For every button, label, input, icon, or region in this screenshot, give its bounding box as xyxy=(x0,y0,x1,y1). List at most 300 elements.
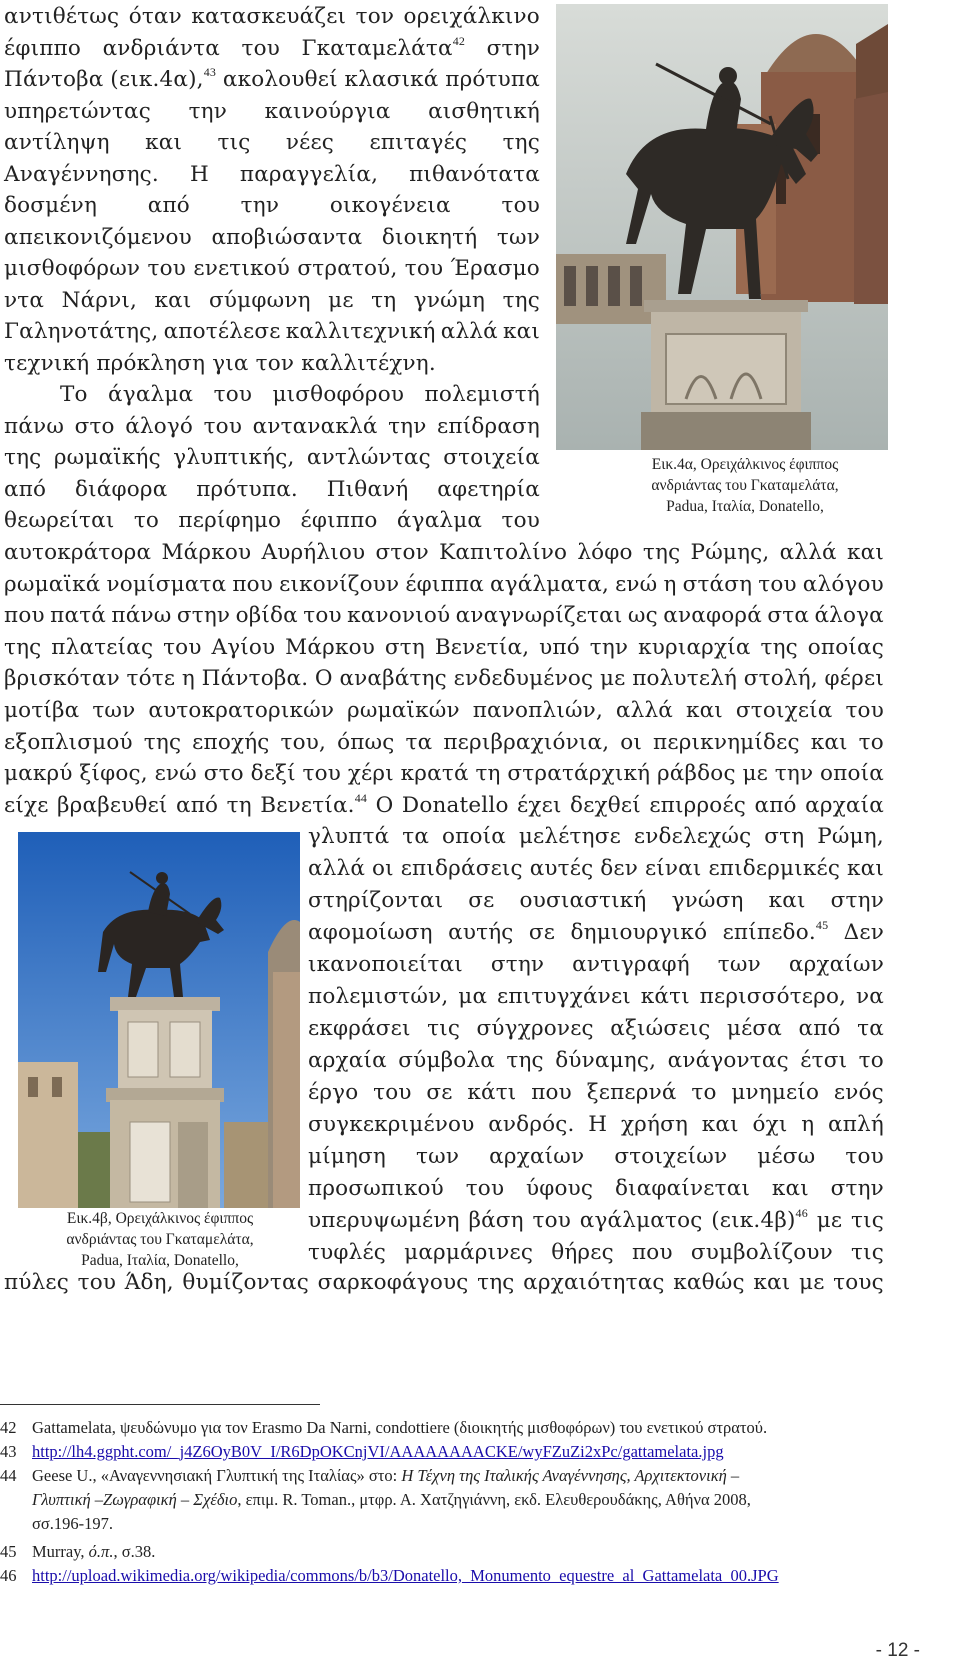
word: διοικητή xyxy=(381,224,478,250)
word: Ο xyxy=(375,792,394,818)
word: αρχαίων xyxy=(788,952,884,977)
word: με xyxy=(799,1270,825,1295)
word: οι xyxy=(372,856,394,881)
word: ορειχάλκινο xyxy=(403,4,540,29)
text-line xyxy=(4,284,540,317)
word: του xyxy=(758,571,797,597)
text-line xyxy=(4,63,540,96)
word: μισθοφόρων xyxy=(4,256,141,281)
word: αφετηρία xyxy=(437,476,540,502)
word: ράβδος xyxy=(656,761,736,787)
word: της xyxy=(477,1270,515,1295)
word: Ο xyxy=(314,666,333,692)
word: μισθοφόρου xyxy=(272,382,405,407)
word: πρότυπα. xyxy=(196,476,298,502)
word: διαφαίνεται xyxy=(614,1176,751,1201)
caption-line: Padua, Ιταλία, Donatello, xyxy=(666,498,824,515)
word: έφιππα xyxy=(405,571,484,597)
word: $(\varepsilon\iota\kappa.4\beta)^{46}$ xyxy=(711,1206,808,1233)
word: Βενετία, xyxy=(434,634,530,660)
word: αρχαία xyxy=(805,792,884,818)
word: στα xyxy=(767,603,810,629)
word: Βενετία.$^{44}$ xyxy=(260,790,368,818)
word: ρωμαϊκής xyxy=(53,445,161,470)
caption-line: Padua, Ιταλία, Donatello, xyxy=(81,1252,239,1269)
word: γλυπτά xyxy=(308,824,390,849)
word: έργο xyxy=(308,1080,359,1105)
word: Έρασμο xyxy=(450,256,540,281)
word: του xyxy=(501,508,540,533)
word: πάνω xyxy=(4,413,65,439)
text-line xyxy=(4,473,540,506)
word: ρωμαϊκών xyxy=(347,698,460,723)
text-line xyxy=(4,726,884,759)
text-line xyxy=(308,884,884,917)
footnote-book-title: Η Τέχνη της Ιταλικής Αναγέννησης, Αρχιτεκτονική – xyxy=(401,1466,740,1485)
word: απεικονιζόμενου xyxy=(4,224,192,250)
word: ντα xyxy=(4,287,45,313)
word: παραγγελία, xyxy=(239,161,379,187)
word: και xyxy=(701,1112,739,1137)
word: δεχθεί xyxy=(570,792,641,818)
footnote-text: σσ.196-197. xyxy=(32,1514,114,1533)
word: στην xyxy=(490,952,545,977)
word: έφιππο xyxy=(4,35,82,61)
word: αυτοκρατορικών xyxy=(148,698,335,723)
word: και xyxy=(810,729,848,755)
word: Πάντοβα. xyxy=(201,666,309,692)
figure-4b-caption xyxy=(20,1208,300,1271)
word: του xyxy=(303,603,342,629)
word: στρατού, xyxy=(297,256,398,281)
text-line xyxy=(4,536,884,569)
word: Αγίου xyxy=(211,634,276,660)
word: έχει xyxy=(517,792,562,818)
word: που xyxy=(232,571,274,597)
text-line xyxy=(4,631,884,664)
word: στη xyxy=(764,824,805,849)
word: φέρει xyxy=(824,666,884,692)
word: πολεμιστών, xyxy=(308,984,449,1009)
footnote-link[interactable]: http://lh4.ggpht.com/_j4Z6OyB0V_I/R6DpOKCnjVI/AAAAAAAACKE/wyFZuZi2xPc/gattamelata.jpg xyxy=(32,1442,724,1461)
word: και xyxy=(145,130,183,155)
word: τη xyxy=(475,761,501,787)
figure-4a-caption xyxy=(600,454,890,517)
word: ανδριάντα xyxy=(102,35,220,61)
word: λόφο xyxy=(577,540,633,565)
word: γνώση xyxy=(671,888,744,913)
text-line xyxy=(4,252,540,285)
word: ικανοποιείται xyxy=(308,952,463,977)
word: εξοπλισμού xyxy=(4,729,133,755)
footnote-book-title: Γλυπτική –Ζωγραφική – Σχέδιο xyxy=(32,1490,238,1509)
word: αντιγραφή xyxy=(572,952,690,977)
word: την xyxy=(774,761,814,787)
footnote-text: Murray, xyxy=(32,1542,89,1561)
word: η xyxy=(181,666,195,692)
word: μαρμάρινες xyxy=(404,1240,534,1265)
word: από xyxy=(176,792,219,818)
word: το xyxy=(858,729,884,755)
word: του xyxy=(845,698,884,723)
word: μελέτησε xyxy=(518,824,621,849)
text-line xyxy=(308,1076,884,1109)
footnote-number: 42 xyxy=(0,1418,17,1437)
word: και xyxy=(846,540,884,565)
word: Άδη, xyxy=(124,1270,174,1295)
word: αλόγου xyxy=(802,571,884,597)
word: τα xyxy=(857,1016,884,1041)
word: δημιουργικό xyxy=(570,920,708,945)
word: με xyxy=(816,1208,843,1233)
word: αυτοκράτορα xyxy=(4,540,152,565)
word: Το xyxy=(60,382,88,407)
word: και xyxy=(154,287,192,313)
footnote-text: , σ.38. xyxy=(113,1542,156,1561)
word: αγάλματα, xyxy=(489,571,610,597)
text-line xyxy=(4,789,884,822)
word: Γκαταμελάτα$^{42}$ xyxy=(301,33,466,61)
word: του xyxy=(163,634,202,660)
word: από xyxy=(754,792,797,818)
word: Η xyxy=(588,1112,608,1137)
word: πιθανότατα xyxy=(409,161,540,187)
word: της xyxy=(4,634,42,660)
word: άγαλμα xyxy=(108,382,194,407)
word: τυφλές xyxy=(308,1240,387,1265)
word: του xyxy=(147,256,187,281)
word: βραβευθεί xyxy=(57,792,168,818)
word: εκφράσει xyxy=(308,1016,411,1041)
word: σύμφωνη xyxy=(209,287,311,313)
word: η xyxy=(801,1112,815,1137)
word: άλογό xyxy=(125,413,194,439)
text-line xyxy=(4,95,540,128)
word: έφιππο xyxy=(300,508,378,533)
text-line xyxy=(4,757,884,790)
word: τις xyxy=(851,1240,884,1265)
word: στην xyxy=(830,1176,884,1201)
word: ξίφος, xyxy=(79,761,148,787)
word: κάτι xyxy=(467,1080,517,1105)
word: επιδράσεις xyxy=(400,856,523,881)
word: του xyxy=(501,193,540,218)
footnote-43 xyxy=(0,1440,724,1464)
word: πολυτελή xyxy=(632,666,738,692)
footnote-ref: 44 xyxy=(354,790,368,805)
word: Αναγέννησης. xyxy=(4,161,159,187)
word: πύλες xyxy=(4,1270,70,1295)
word: περισσότερο, xyxy=(699,984,847,1009)
word: σε xyxy=(528,920,556,945)
word: πάνω xyxy=(111,603,172,629)
text-line xyxy=(4,694,884,727)
word: του xyxy=(845,1144,884,1169)
footnote-separator xyxy=(0,1404,320,1405)
word: οι xyxy=(620,729,643,755)
word: ξεπερνά xyxy=(586,1080,677,1105)
word: πατά xyxy=(50,603,107,629)
footnote-text: , επιμ. R. Toman., μτφρ. Α. Χατζηγιάννη, εκδ. Ελευθερουδάκης, Αθήνα 2008, xyxy=(237,1490,751,1509)
word: το xyxy=(691,1080,717,1105)
word: νομίσματα xyxy=(106,571,227,597)
word: στον xyxy=(375,540,429,565)
word: νέες xyxy=(285,130,335,155)
word: βάση xyxy=(468,1208,524,1233)
word: και xyxy=(771,1176,809,1201)
word: εικονίζουν xyxy=(279,571,400,597)
word: του xyxy=(241,35,281,61)
text-line xyxy=(308,1204,884,1237)
text-line xyxy=(4,441,540,474)
word: μνημείο xyxy=(731,1080,820,1105)
word: και xyxy=(768,888,806,913)
word: καθώς xyxy=(673,1270,745,1295)
word: κάτι xyxy=(640,984,690,1009)
footnote-45 xyxy=(0,1540,155,1564)
word: ουσιαστική xyxy=(519,888,647,913)
word: αντίληψη xyxy=(4,130,110,155)
word: τους xyxy=(833,1270,884,1295)
word: κατασκευάζει xyxy=(191,4,347,29)
word: την xyxy=(240,193,280,218)
word: από xyxy=(4,476,47,502)
word: της xyxy=(4,445,42,470)
word: να xyxy=(856,984,884,1009)
text-line xyxy=(308,1172,884,1205)
word: γνώμη xyxy=(413,287,486,313)
word: και xyxy=(753,1270,791,1295)
word: εποχής xyxy=(192,729,270,755)
word: αναγνωρίζεται xyxy=(455,603,623,629)
word: με xyxy=(599,666,626,692)
word: Donatello xyxy=(401,792,509,818)
word: προσωπικού xyxy=(308,1176,444,1201)
footnote-text: Geese U., «Αναγεννησιακή Γλυπτική της Ιταλίας» στο: xyxy=(32,1466,402,1485)
word: αρχαία xyxy=(308,1048,387,1073)
word: τα xyxy=(405,729,433,755)
word: του xyxy=(373,1080,412,1105)
word: τότε xyxy=(126,666,176,692)
word: Γαληνοτάτης, xyxy=(4,319,159,344)
word: χρήση xyxy=(620,1112,689,1137)
text-line xyxy=(4,410,540,443)
word: στο xyxy=(203,761,244,787)
footnote-ref: 45 xyxy=(815,918,829,932)
word: αφομοίωση xyxy=(308,920,433,945)
word: από xyxy=(798,1016,841,1041)
word: επιταγές xyxy=(369,130,468,155)
word: το xyxy=(858,1048,884,1073)
text-line xyxy=(308,1044,884,1077)
word: χέρι xyxy=(347,761,394,787)
word: αντανακλά xyxy=(252,413,378,439)
footnote-ref: 43 xyxy=(203,65,217,79)
text-line xyxy=(308,1140,884,1173)
word: (εικ.4α),$^{43}$ xyxy=(110,65,217,92)
text-line xyxy=(4,568,884,601)
text-line xyxy=(4,221,540,254)
word: ενδελεχώς xyxy=(633,824,752,849)
word: δύναμης, xyxy=(555,1048,657,1073)
word: τη xyxy=(226,792,252,818)
word: κρατά xyxy=(400,761,469,787)
word: ύφους xyxy=(525,1176,594,1201)
word: άγαλμα xyxy=(396,508,483,533)
word: του xyxy=(532,1208,572,1233)
word: αυτής xyxy=(448,920,514,945)
footnote-44-pages xyxy=(32,1512,113,1536)
text-line xyxy=(308,1108,884,1141)
text-line xyxy=(4,0,540,33)
word: του, xyxy=(280,729,327,755)
word: των xyxy=(92,698,136,723)
footnote-text: Gattamelata, ψευδώνυμο για τον Erasmo Da Narni, condottiere (διοικητής μισθοφόρων) του ενετικού στρατού. xyxy=(32,1418,768,1437)
word: στην xyxy=(830,888,884,913)
word: μα xyxy=(458,984,488,1009)
word: Αυρήλιου xyxy=(261,540,366,565)
word: ως xyxy=(627,603,658,629)
word: που xyxy=(4,603,45,629)
word: της xyxy=(760,634,798,660)
word: γλυπτικής, xyxy=(173,445,295,470)
word: μίμηση xyxy=(308,1144,387,1169)
word: κλασικά xyxy=(344,67,439,92)
word: στολή, xyxy=(743,666,818,692)
word: Δεν xyxy=(843,920,884,945)
word: επίπεδο.$^{45}$ xyxy=(722,918,829,945)
word: σύγχρονες xyxy=(476,1016,594,1041)
word: επιτυγχάνει xyxy=(497,984,631,1009)
word: αντλώντας xyxy=(306,445,431,470)
word: η xyxy=(663,571,677,597)
word: δεξί xyxy=(250,761,296,787)
word: αναβάτης xyxy=(339,666,447,692)
word: αποβιώσαντα xyxy=(211,224,363,250)
word: στη xyxy=(384,634,425,660)
gattamelata-statue-pedestal-image xyxy=(18,832,300,1208)
word: ενός xyxy=(833,1080,884,1105)
footnote-link[interactable]: http://upload.wikimedia.org/wikipedia/commons/b/b3/Donatello,_Monumento_equestre_al_Gattamelata_00.JPG xyxy=(32,1566,779,1585)
word: Πάντοβα xyxy=(4,67,104,92)
text-line xyxy=(4,662,884,695)
word: δεν xyxy=(600,856,639,881)
word: διάφορα xyxy=(74,476,168,502)
word: συμβολίζουν xyxy=(690,1240,833,1265)
word: την xyxy=(388,413,427,439)
text-line xyxy=(4,32,540,65)
caption-line: Εικ.4β, Ορειχάλκινος έφιππος xyxy=(66,1210,254,1227)
word: από xyxy=(147,193,190,218)
word: και xyxy=(847,856,884,881)
word: των xyxy=(717,952,761,977)
word: των xyxy=(416,1144,460,1169)
word: της xyxy=(642,540,681,565)
word: ρωμαϊκά xyxy=(4,571,101,597)
footnote-44 xyxy=(0,1464,739,1488)
word: αντιθέτως xyxy=(4,4,120,29)
word: όπως xyxy=(337,729,395,755)
word: κυριαρχία xyxy=(638,634,751,660)
footnote-46 xyxy=(0,1564,779,1588)
word: μέσα xyxy=(726,1016,783,1041)
word: περικνημίδες xyxy=(653,729,800,755)
text-line: τεχνική πρόκληση για τον καλλιτέχνη. xyxy=(4,350,436,376)
word: επιρροές xyxy=(649,792,747,818)
word: υπερυψωμένη xyxy=(308,1208,460,1233)
word: αλλά xyxy=(308,856,366,881)
gattamelata-statue-front-image xyxy=(556,4,888,450)
word: ενώ xyxy=(154,761,197,787)
text-line xyxy=(308,980,884,1013)
word: τις xyxy=(850,1208,884,1233)
word: οποία xyxy=(820,761,884,787)
word: οποίας xyxy=(807,634,884,660)
figure-4b-photo xyxy=(18,832,300,1208)
footnote-ref: 46 xyxy=(795,1206,808,1220)
word: Ρώμης, xyxy=(690,540,770,565)
word: δοσμένη xyxy=(4,193,98,218)
word: του xyxy=(465,1176,505,1201)
word: σε xyxy=(468,888,495,913)
word: οποία xyxy=(441,824,506,849)
word: και xyxy=(502,319,540,344)
footnote-number: 45 xyxy=(0,1542,17,1561)
word: ενώ xyxy=(615,571,658,597)
text-line xyxy=(60,378,540,411)
word: του xyxy=(77,1270,117,1295)
word: του xyxy=(404,256,444,281)
text-line xyxy=(308,1012,884,1045)
text-line xyxy=(308,820,884,853)
text-line xyxy=(4,315,540,348)
text-line xyxy=(308,948,884,981)
word: έτσι xyxy=(800,1048,848,1073)
word: μοτίβα xyxy=(4,698,80,723)
word: Νάρνι, xyxy=(61,287,138,313)
word: κανονιού xyxy=(347,603,451,629)
word: σε xyxy=(426,1080,453,1105)
word: στην xyxy=(176,603,231,629)
word: είχε xyxy=(4,792,49,818)
word: πανοπλιών, xyxy=(472,698,603,723)
word: θήρες xyxy=(551,1240,614,1265)
page-number: - 12 - xyxy=(875,1640,920,1661)
text-line xyxy=(308,916,884,949)
footnote-abbrev: ό.π. xyxy=(88,1542,114,1561)
word: περιβραχιόνια, xyxy=(443,729,610,755)
word: της xyxy=(143,729,182,755)
word: με xyxy=(742,761,768,787)
text-line xyxy=(4,504,540,537)
word: της xyxy=(502,130,540,155)
word: Καπιτολίνο xyxy=(439,540,568,565)
word: το xyxy=(133,508,160,533)
word: αποτέλεσε xyxy=(163,319,281,344)
word: καινούργια xyxy=(264,98,391,124)
word: αγάλματος xyxy=(579,1208,703,1233)
word: αλλά xyxy=(440,319,498,344)
caption-line: Εικ.4α, Ορειχάλκινος έφιππος xyxy=(651,456,839,473)
word: συγκεκριμένου xyxy=(308,1112,475,1137)
word: ανάγοντας xyxy=(667,1048,789,1073)
text-line xyxy=(4,599,884,632)
footnote-number: 43 xyxy=(0,1442,17,1461)
word: των xyxy=(496,224,540,250)
text-line xyxy=(4,158,540,191)
word: που xyxy=(631,1240,673,1265)
word: ανδρός. xyxy=(488,1112,575,1137)
